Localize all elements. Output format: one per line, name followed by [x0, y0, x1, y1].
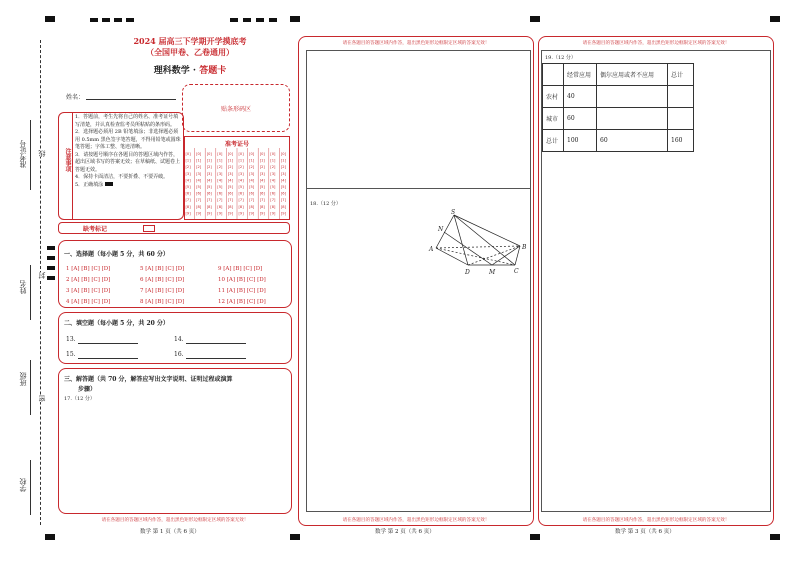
digit-bubble: [8] — [227, 204, 233, 209]
digit-bubble: [7] — [206, 198, 212, 203]
table-cell: 城市 — [543, 108, 564, 130]
table-cell — [597, 86, 668, 108]
binding-line — [40, 40, 41, 525]
table-cell: 总计 — [668, 64, 694, 86]
timing-mark — [530, 534, 540, 540]
digit-bubble: [5] — [196, 185, 202, 189]
digit-bubble: [5] — [185, 185, 191, 189]
digit-bubble: [1] — [280, 158, 286, 163]
digit-bubble: [1] — [249, 158, 255, 163]
rule-item: 2．选择题必须用 2B 铅笔填涂；非选择题必须用 0.5mm 黑色签字笔答题，不得用铅笔或圆珠笔答题；字体工整、笔迹清晰。 — [75, 129, 181, 150]
digit-bubble: [1] — [206, 158, 212, 163]
fill-14: 14. — [174, 336, 184, 343]
q17-label: 17.（12 分） — [64, 396, 95, 402]
digit-bubble: [8] — [217, 204, 223, 209]
digit-bubble: [2] — [185, 165, 191, 170]
table-cell: 经常应用 — [564, 64, 597, 86]
digit-bubble: [3] — [206, 171, 212, 176]
card-title — [110, 63, 270, 76]
digit-bubble: [9] — [270, 211, 276, 216]
card-title-red: 答题卡 — [199, 66, 227, 76]
table-cell: 100 — [564, 130, 597, 152]
page2-divider — [306, 188, 531, 189]
absent-checkbox[interactable] — [143, 225, 155, 232]
timing-mark — [530, 16, 540, 22]
timing-mark — [47, 276, 55, 280]
digit-bubble: [5] — [217, 185, 223, 189]
digit-bubble: [3] — [238, 171, 244, 176]
mc-item[interactable]: 4 [A] [B] [C] [D] — [66, 299, 111, 305]
table-cell: 偶尔应用或者不应用 — [597, 64, 668, 86]
name-field[interactable] — [86, 99, 176, 100]
timing-mark — [269, 18, 277, 22]
digit-bubble: [2] — [206, 165, 212, 170]
rule-item: 1．答题前，考生先将自己的姓名、准考证号填写清楚，并认真检查监考员所粘贴的条形码。 — [75, 114, 179, 128]
exam-title: 2024 届高三下学期开学摸底考 — [133, 36, 247, 46]
timing-mark — [90, 18, 98, 22]
digit-bubble: [9] — [259, 211, 265, 216]
digit-bubble: [0] — [217, 152, 223, 156]
digit-bubble: [1] — [270, 158, 276, 163]
label-A: A — [429, 246, 434, 253]
table-cell: 60 — [597, 130, 668, 152]
digit-bubble: [2] — [196, 165, 202, 170]
digit-bubble: [4] — [270, 178, 276, 183]
timing-mark — [770, 16, 780, 22]
digit-bubble: [4] — [206, 178, 212, 183]
timing-mark — [47, 246, 55, 250]
digit-bubble: [0] — [270, 152, 276, 156]
digit-bubble: [0] — [196, 152, 202, 156]
mc-item[interactable]: 1 [A] [B] [C] [D] — [66, 266, 111, 272]
q19-label: 19.（12 分） — [545, 55, 576, 61]
digit-bubble: [4] — [249, 178, 255, 183]
digit-bubble: [2] — [238, 165, 244, 170]
timing-mark — [47, 266, 55, 270]
digit-bubble: [8] — [206, 204, 212, 209]
digit-bubble: [0] — [280, 152, 286, 156]
digit-bubble: [6] — [185, 191, 191, 196]
digit-bubble: [1] — [227, 158, 233, 163]
digit-bubble: [4] — [196, 178, 202, 183]
mc-item[interactable]: 3 [A] [B] [C] [D] — [66, 288, 111, 294]
digit-bubble: [0] — [249, 152, 255, 156]
timing-mark — [114, 18, 122, 22]
mc-item[interactable]: 7 [A] [B] [C] [D] — [140, 288, 185, 294]
table-cell: 总计 — [543, 130, 564, 152]
timing-mark — [126, 18, 134, 22]
table-cell — [597, 108, 668, 130]
barcode-area — [182, 84, 290, 132]
rules-list — [75, 114, 181, 189]
q19-table — [542, 63, 694, 152]
digit-bubble: [8] — [249, 204, 255, 209]
mc-item[interactable]: 6 [A] [B] [C] [D] — [140, 277, 185, 283]
digit-bubble: [3] — [259, 171, 265, 176]
digit-bubble: [2] — [270, 165, 276, 170]
table-cell: 60 — [564, 108, 597, 130]
digit-bubble: [7] — [217, 198, 223, 203]
label-M: M — [489, 269, 496, 276]
timing-mark — [290, 16, 300, 22]
digit-bubble: [5] — [249, 185, 255, 189]
digit-bubble: [1] — [185, 158, 191, 163]
timing-mark — [256, 18, 264, 22]
digit-bubble: [3] — [270, 171, 276, 176]
table-cell — [543, 64, 564, 86]
rule-item: 5．正确填涂 — [75, 182, 181, 190]
digit-bubble: [9] — [185, 211, 191, 216]
digit-bubble: [6] — [280, 191, 286, 196]
notice-p3-top: 请在各题目的答题区域内作答，超出黑色矩形边框限定区域的答案无效！ — [582, 41, 730, 46]
mc-item[interactable]: 10 [A] [B] [C] [D] — [218, 277, 266, 283]
side-class-line — [30, 360, 31, 415]
digit-bubble: [0] — [259, 152, 265, 156]
fill-title: 二、填空题（每小题 5 分，共 20 分） — [64, 320, 169, 327]
digit-bubble: [6] — [238, 191, 244, 196]
notice-p3-bottom: 请在各题目的答题区域内作答，超出黑色矩形边框限定区域的答案无效！ — [582, 518, 730, 523]
digit-bubble: [0] — [238, 152, 244, 156]
side-class: 班级 — [19, 372, 27, 386]
absent-box — [58, 222, 290, 234]
digit-bubble: [8] — [270, 204, 276, 209]
filled-sample — [105, 182, 113, 186]
timing-mark — [45, 534, 55, 540]
timing-mark — [243, 18, 251, 22]
digit-bubble: [3] — [280, 171, 286, 176]
pyramid-figure — [426, 208, 530, 280]
digit-bubble: [0] — [227, 152, 233, 156]
name-label: 姓名： — [66, 94, 85, 101]
digit-bubble: [4] — [280, 178, 286, 183]
absent-label: 缺考标记 — [83, 226, 108, 233]
digit-bubble: [2] — [217, 165, 223, 170]
label-S: S — [451, 209, 456, 216]
digit-bubble: [5] — [238, 185, 244, 189]
table-cell — [668, 108, 694, 130]
digit-bubble: [7] — [259, 198, 265, 203]
digit-bubble: [4] — [227, 178, 233, 183]
table-row — [543, 108, 694, 130]
digit-bubble: [8] — [259, 204, 265, 209]
label-C: C — [514, 268, 519, 275]
digit-bubble: [9] — [196, 211, 202, 216]
digit-bubble: [7] — [238, 198, 244, 203]
digit-bubble: [2] — [259, 165, 265, 170]
digit-bubble: [1] — [238, 158, 244, 163]
notice-p1: 请在各题目的答题区域内作答，超出黑色矩形边框限定区域的答案无效！ — [101, 518, 249, 523]
mc-item[interactable]: 8 [A] [B] [C] [D] — [140, 299, 185, 305]
fill-16: 16. — [174, 351, 184, 358]
fill-16-line[interactable] — [186, 358, 246, 359]
timing-mark — [770, 534, 780, 540]
label-N: N — [438, 226, 444, 233]
digit-bubble: [4] — [185, 178, 191, 183]
table-cell: 农村 — [543, 86, 564, 108]
digit-bubble: [6] — [196, 191, 202, 196]
mc-item[interactable]: 12 [A] [B] [C] [D] — [218, 299, 266, 305]
digit-bubble: [7] — [185, 198, 191, 203]
digit-bubble: [5] — [270, 185, 276, 189]
digit-bubble: [9] — [227, 211, 233, 216]
mc-item[interactable]: 9 [A] [B] [C] [D] — [218, 266, 263, 272]
digit-bubble: [0] — [206, 152, 212, 156]
digit-bubble: [6] — [206, 191, 212, 196]
timing-mark — [102, 18, 110, 22]
rule-item: 3．请按题号顺序在各题目的答题区域内作答，超出区域书写的答案无效；在草稿纸、试题卷上答题无效。 — [75, 151, 181, 173]
notice-p2-top: 请在各题目的答题区域内作答，超出黑色矩形边框限定区域的答案无效！ — [342, 41, 490, 46]
digit-bubble: [2] — [227, 165, 233, 170]
digit-bubble: [0] — [185, 152, 191, 156]
digit-bubble: [4] — [238, 178, 244, 183]
digit-bubble: [3] — [227, 171, 233, 176]
side-seal-char: 封 — [38, 272, 46, 279]
digit-bubble: [8] — [185, 204, 191, 209]
q18-label: 18.（12 分） — [310, 201, 341, 207]
side-name: 姓名 — [19, 280, 27, 294]
table-cell: 40 — [564, 86, 597, 108]
digit-bubble: [9] — [217, 211, 223, 216]
mc-item[interactable]: 2 [A] [B] [C] [D] — [66, 277, 111, 283]
digit-bubble: [6] — [217, 191, 223, 196]
exam-no-label: 准考证号 — [224, 141, 249, 148]
ans-title-2: 步骤） — [78, 386, 97, 393]
page2-answer-area[interactable] — [306, 50, 531, 512]
digit-bubble: [2] — [249, 165, 255, 170]
footer-p3: 数学 第 3 页（共 6 页） — [615, 529, 675, 535]
notice-p2-bottom: 请在各题目的答题区域内作答，超出黑色矩形边框限定区域的答案无效！ — [342, 518, 490, 523]
label-B: B — [522, 244, 527, 251]
digit-bubble: [1] — [259, 158, 265, 163]
fill-15: 15. — [66, 351, 76, 358]
digit-bubble: [2] — [280, 165, 286, 170]
side-school: 学校 — [19, 478, 27, 492]
side-line-char: 线 — [38, 150, 46, 157]
fill-14-line[interactable] — [186, 343, 246, 344]
digit-bubble: [7] — [280, 198, 286, 203]
mc-item[interactable]: 5 [A] [B] [C] [D] — [140, 266, 185, 272]
digit-bubble: [3] — [196, 171, 202, 176]
side-exam-no: 准考证号 — [19, 140, 27, 168]
digit-bubble: [9] — [249, 211, 255, 216]
digit-bubble: [5] — [280, 185, 286, 189]
footer-p2: 数学 第 2 页（共 6 页） — [375, 529, 435, 535]
table-row — [543, 64, 694, 86]
side-school-line — [30, 460, 31, 515]
digit-bubble: [3] — [217, 171, 223, 176]
fill-13-line[interactable] — [78, 343, 138, 344]
digit-bubble: [9] — [238, 211, 244, 216]
side-secret-char: 密 — [38, 395, 46, 402]
side-name-line — [30, 265, 31, 320]
label-D: D — [465, 269, 470, 276]
notice-label: 注意事项 — [64, 148, 71, 172]
barcode-label: 贴条形码区 — [220, 106, 251, 113]
digit-bubble: [9] — [206, 211, 212, 216]
digit-bubble: [1] — [196, 158, 202, 163]
digit-bubble: [5] — [206, 185, 212, 189]
exam-no-bubbles[interactable] — [184, 148, 290, 220]
digit-bubble: [8] — [238, 204, 244, 209]
digit-bubble: [4] — [217, 178, 223, 183]
table-cell — [668, 86, 694, 108]
digit-bubble: [7] — [249, 198, 255, 203]
exam-subtitle: （全国甲卷、乙卷通用） — [146, 47, 234, 57]
digit-bubble: [3] — [249, 171, 255, 176]
digit-bubble: [6] — [249, 191, 255, 196]
timing-mark — [45, 16, 55, 22]
digit-bubble: [7] — [196, 198, 202, 203]
digit-bubble: [7] — [227, 198, 233, 203]
digit-bubble: [4] — [259, 178, 265, 183]
timing-mark — [47, 256, 55, 260]
digit-bubble: [1] — [217, 158, 223, 163]
table-row — [543, 130, 694, 152]
digit-bubble: [3] — [185, 171, 191, 176]
footer-p1: 数学 第 1 页（共 6 页） — [140, 529, 200, 535]
digit-bubble: [5] — [227, 185, 233, 189]
digit-bubble: [5] — [259, 185, 265, 189]
table-row — [543, 86, 694, 108]
mc-title: 一、选择题（每小题 5 分，共 60 分） — [64, 251, 169, 258]
mc-item[interactable]: 11 [A] [B] [C] [D] — [218, 288, 266, 294]
timing-mark — [230, 18, 238, 22]
digit-bubble: [9] — [280, 211, 286, 216]
timing-mark — [290, 534, 300, 540]
digit-bubble: [6] — [259, 191, 265, 196]
digit-bubble: [8] — [196, 204, 202, 209]
fill-15-line[interactable] — [78, 358, 138, 359]
card-title-black: 理科数学 · — [153, 66, 200, 76]
table-cell: 160 — [668, 130, 694, 152]
digit-bubble: [7] — [270, 198, 276, 203]
digit-bubble: [6] — [270, 191, 276, 196]
notice-divider — [72, 113, 73, 219]
ans-title: 三、解答题（共 70 分，解答应写出文字说明、证明过程或演算 — [64, 376, 233, 383]
fill-13: 13. — [66, 336, 76, 343]
digit-bubble: [6] — [227, 191, 233, 196]
rule-item: 4．保持卡面清洁，不要折叠、不要弄破。 — [75, 174, 169, 180]
side-exam-line — [30, 120, 31, 190]
digit-bubble: [8] — [280, 204, 286, 209]
